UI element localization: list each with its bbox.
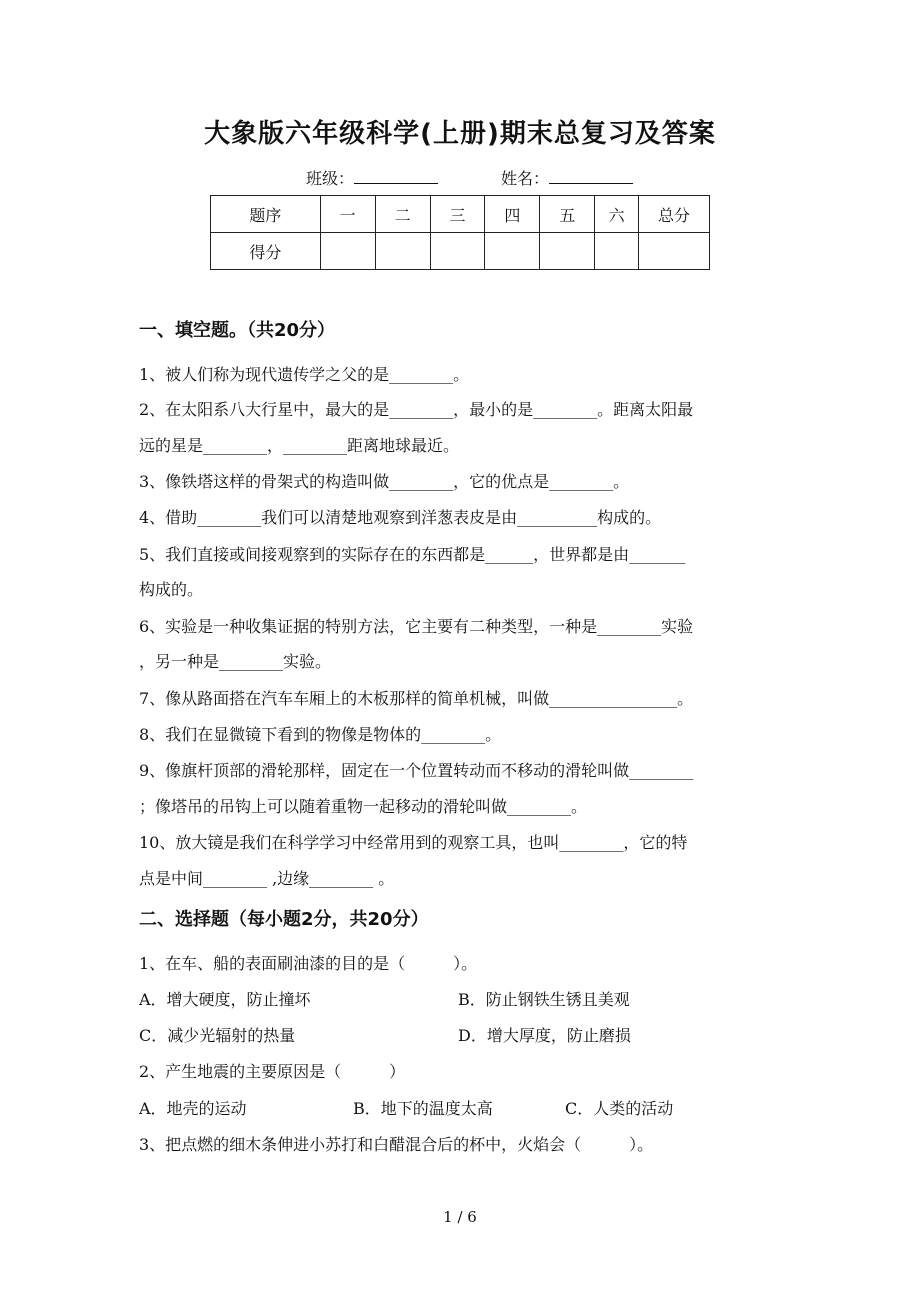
question-line: 远的星是________，________距离地球最近。 — [139, 436, 460, 455]
score-cell — [375, 233, 430, 270]
table-header-cell: 五 — [540, 196, 595, 233]
name-field — [501, 167, 633, 191]
question-line: 6、实验是一种收集证据的特别方法，它主要有二种类型，一种是________实验 — [139, 617, 694, 636]
question-line: 1、被人们称为现代遗传学之父的是________。 — [139, 365, 470, 384]
name-label: 姓名： — [501, 169, 550, 188]
mc-option: B．防止钢铁生锈且美观 — [458, 990, 630, 1009]
question-line: 8、我们在显微镜下看到的物像是物体的________。 — [139, 725, 502, 744]
table-header-cell: 二 — [375, 196, 430, 233]
score-cell — [639, 233, 710, 270]
mc-option: C．减少光辐射的热量 — [139, 1026, 296, 1045]
question-line: 2、在太阳系八大行星中，最大的是________，最小的是________。距离太阳最 — [139, 400, 694, 419]
mc-option: A．增大硬度，防止撞坏 — [139, 990, 311, 1009]
mc-option: A．地壳的运动 — [139, 1099, 247, 1118]
class-label: 班级： — [306, 169, 355, 188]
score-cell — [595, 233, 639, 270]
section-2-title: 二、选择题（每小题2分，共20分） — [139, 909, 429, 930]
question-line: 7、像从路面搭在汽车车厢上的木板那样的简单机械，叫做________________。 — [139, 689, 694, 708]
table-header-cell: 四 — [485, 196, 540, 233]
question-line: ，另一种是________实验。 — [139, 652, 332, 671]
class-field — [306, 167, 438, 191]
mc-option: D．增大厚度，防止磨损 — [458, 1026, 631, 1045]
score-row-label: 得分 — [211, 233, 321, 270]
table-header-cell: 题序 — [211, 196, 321, 233]
mc-question-stem: 2、产生地震的主要原因是（ ） — [139, 1062, 406, 1081]
table-header-cell: 六 — [595, 196, 639, 233]
question-line: 点是中间________ ,边缘________ 。 — [139, 869, 395, 888]
section-1-title: 一、填空题。（共20分） — [139, 320, 336, 341]
score-table-header-row — [211, 196, 710, 233]
score-cell — [540, 233, 595, 270]
document-title: 大象版六年级科学(上册)期末总复习及答案 — [204, 119, 716, 149]
question-line: 10、放大镜是我们在科学学习中经常用到的观察工具，也叫________，它的特 — [139, 833, 688, 852]
table-header-cell: 总分 — [639, 196, 710, 233]
name-blank — [549, 167, 633, 184]
question-line: 4、借助________我们可以清楚地观察到洋葱表皮是由__________构成的。 — [139, 508, 662, 527]
score-cell — [485, 233, 540, 270]
mc-option: C．人类的活动 — [565, 1099, 674, 1118]
class-blank — [354, 167, 438, 184]
mc-question-stem: 1、在车、船的表面刷油漆的目的是（ ）。 — [139, 954, 478, 973]
table-header-cell: 三 — [430, 196, 485, 233]
mc-question-stem: 3、把点燃的细木条伸进小苏打和白醋混合后的杯中，火焰会（ ）。 — [139, 1135, 654, 1154]
table-header-cell: 一 — [320, 196, 375, 233]
score-cell — [320, 233, 375, 270]
score-cell — [430, 233, 485, 270]
question-line: 9、像旗杆顶部的滑轮那样，固定在一个位置转动而不移动的滑轮叫做________ — [139, 761, 694, 780]
score-table — [210, 195, 710, 270]
page-number: 1 / 6 — [443, 1208, 477, 1226]
question-line: 5、我们直接或间接观察到的实际存在的东西都是______，世界都是由_______ — [139, 545, 686, 564]
question-line: ；像塔吊的吊钩上可以随着重物一起移动的滑轮叫做________。 — [139, 797, 588, 816]
question-line: 构成的。 — [139, 580, 204, 599]
mc-option: B．地下的温度太高 — [353, 1099, 493, 1118]
score-table-score-row — [211, 233, 710, 270]
question-line: 3、像铁塔这样的骨架式的构造叫做________，它的优点是________。 — [139, 472, 630, 491]
